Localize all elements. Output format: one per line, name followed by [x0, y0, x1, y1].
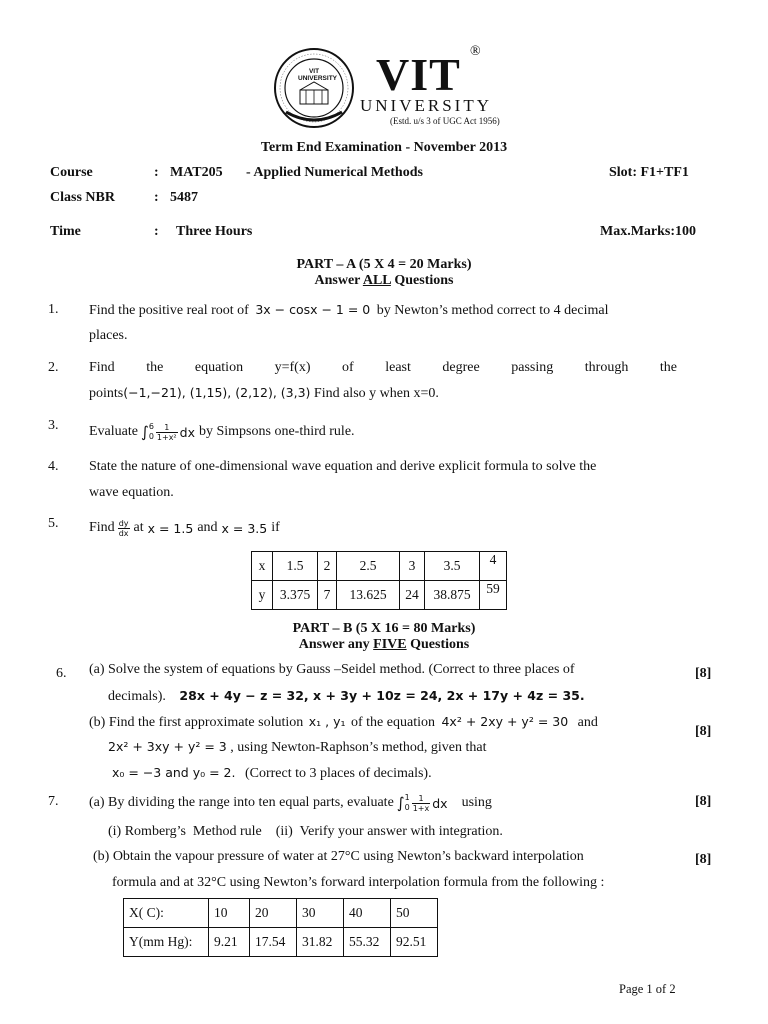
- q7a-fraction: [412, 794, 431, 813]
- q7-number: 7.: [48, 794, 59, 809]
- q2-points-label: points: [89, 386, 124, 401]
- logo-established: (Estd. u/s 3 of UGC Act 1956): [390, 116, 500, 126]
- q7a-using: using: [461, 795, 492, 810]
- q2-line2: [89, 385, 439, 402]
- course-colon: :: [154, 165, 159, 180]
- q3-number: 3.: [48, 418, 59, 433]
- time-colon: :: [154, 224, 159, 239]
- part-a-instr-post: Questions: [390, 273, 454, 288]
- q5-number: 5.: [48, 516, 59, 531]
- q3-dx: dx: [179, 424, 195, 440]
- integral-sign-icon: ∫: [140, 423, 149, 441]
- q5-if: if: [271, 520, 280, 535]
- q1-equation: 3x − cosx − 1 = 0: [255, 302, 371, 317]
- q2-word: least: [385, 360, 411, 375]
- q6a-line1: (a) Solve the system of equations by Gauss –Seidel method. (Correct to three places of: [89, 662, 575, 677]
- q6b-equation1: 4x² + 2xy + y² = 30: [441, 714, 569, 729]
- q3-numerator: 1: [156, 423, 178, 433]
- table-cell: 10: [209, 899, 250, 928]
- table-cell: y: [252, 581, 273, 610]
- table-cell: 24: [400, 581, 425, 610]
- q3-post: by Simpsons one-third rule.: [198, 424, 355, 439]
- q5-denominator: dx: [118, 528, 129, 538]
- q1-text-post: by Newton’s method correct to 4 decimal: [376, 303, 609, 318]
- table-cell: 13.625: [337, 581, 400, 610]
- table-cell: 20: [250, 899, 297, 928]
- integral-sign-icon: ∫: [396, 794, 405, 812]
- q6b-and: and: [577, 715, 598, 730]
- table-cell: Y(mm Hg):: [124, 928, 209, 957]
- exam-title: Term End Examination - November 2013: [260, 140, 508, 155]
- q3-fraction: [156, 423, 178, 442]
- logo-wordmark: VIT: [376, 49, 461, 100]
- table-cell: 2.5: [337, 552, 400, 581]
- q6-number: 6.: [56, 666, 67, 681]
- q2-word: passing: [511, 360, 554, 375]
- q2-word: degree: [442, 360, 480, 375]
- classnbr-label: Class NBR: [50, 190, 115, 205]
- table-cell: 40: [344, 899, 391, 928]
- table-cell: 9.21: [209, 928, 250, 957]
- q5-x2: x = 3.5: [221, 520, 268, 536]
- time-label: Time: [50, 224, 81, 239]
- q3-denominator: 1+x²: [156, 432, 177, 442]
- q7a-upper-limit: 1: [404, 793, 410, 802]
- table-cell: 1.5: [273, 552, 318, 581]
- table-cell: 3: [400, 552, 425, 581]
- q7b-data-table: [123, 898, 438, 957]
- q4-number: 4.: [48, 459, 59, 474]
- q7a-limits: [405, 793, 410, 813]
- q6b-line1: [89, 714, 598, 731]
- q6a-decimals: decimals).: [108, 689, 166, 704]
- q5-line: [89, 514, 280, 542]
- university-logo: [272, 46, 502, 130]
- q5-pre: Find: [89, 520, 115, 535]
- q2-word: equation: [194, 360, 244, 375]
- q7a-marks: [8]: [695, 794, 712, 809]
- q2-word: through: [584, 360, 629, 375]
- q2-line1: [89, 360, 677, 376]
- university-seal-icon: [272, 46, 356, 130]
- table-cell: 31.82: [297, 928, 344, 957]
- q7b-marks: [8]: [695, 852, 712, 867]
- part-b-instr-pre: Answer any: [298, 637, 374, 652]
- table-cell: 17.54: [250, 928, 297, 957]
- q6a-line2: [108, 688, 585, 705]
- logo-university: UNIVERSITY: [360, 96, 492, 115]
- q2-line2-post: Find also y when x=0.: [313, 386, 439, 401]
- q7a-line2: (i) Romberg’s Method rule (ii) Verify your answer with integration.: [108, 824, 503, 839]
- q1-line2: places.: [89, 328, 128, 343]
- table-cell: 3.375: [273, 581, 318, 610]
- q5-and: and: [197, 520, 218, 535]
- q5-x1: x = 1.5: [147, 520, 194, 536]
- course-label: Course: [50, 165, 93, 180]
- q7a-pre: (a) By dividing the range into ten equal parts, evaluate: [89, 795, 394, 810]
- time-value: Three Hours: [176, 224, 253, 239]
- q4-line2: wave equation.: [89, 485, 174, 500]
- q2-word: the: [659, 360, 677, 375]
- q6a-equations: 28x + 4y − z = 32, x + 3y + 10z = 24, 2x + 17y + 4z = 35.: [179, 688, 585, 703]
- classnbr-value: 5487: [170, 190, 198, 205]
- seal-inner-text: VIT UNIVERSITY: [298, 68, 338, 82]
- part-a-instr-pre: Answer: [314, 273, 363, 288]
- q3-lower-limit: 0: [148, 432, 154, 441]
- page-number: Page 1 of 2: [619, 982, 676, 996]
- q3-line: [89, 418, 355, 446]
- q2-points: (−1,−21), (1,15), (2,12), (3,3): [123, 385, 311, 400]
- table-cell: 92.51: [391, 928, 438, 957]
- q2-word: of: [342, 360, 354, 375]
- slot: Slot: F1+TF1: [609, 165, 689, 180]
- q3-limits: [149, 422, 154, 442]
- part-a-title: PART – A (5 X 4 = 20 Marks): [296, 257, 472, 272]
- q6a-marks: [8]: [695, 666, 712, 681]
- q7b-line2: formula and at 32°C using Newton’s forward interpolation formula from the following :: [112, 875, 605, 890]
- q7a-line1: [89, 789, 492, 817]
- part-a-instr-em: ALL: [362, 273, 391, 288]
- q3-upper-limit: 6: [148, 422, 154, 431]
- part-b-instr-post: Questions: [406, 637, 470, 652]
- q7a-dx: dx: [432, 795, 448, 811]
- table-cell: 4: [480, 552, 507, 581]
- q5-numerator: dy: [118, 518, 129, 528]
- registered-mark: ®: [470, 44, 481, 59]
- q5-derivative: [118, 519, 130, 538]
- q6b-line3: [112, 765, 432, 782]
- course-code: MAT205: [170, 165, 223, 180]
- table-cell: x: [252, 552, 273, 581]
- q1-text-pre: Find the positive real root of: [89, 303, 249, 318]
- q5-data-table: [251, 551, 507, 610]
- table-cell: X( C):: [124, 899, 209, 928]
- table-cell: 50: [391, 899, 438, 928]
- q7a-denominator: 1+x: [412, 803, 430, 813]
- table-cell: 59: [480, 581, 507, 610]
- max-marks: Max.Marks:100: [600, 224, 697, 239]
- classnbr-colon: :: [154, 190, 159, 205]
- table-cell: 55.32: [344, 928, 391, 957]
- table-cell: 3.5: [425, 552, 480, 581]
- part-b-title: PART – B (5 X 16 = 80 Marks): [292, 621, 476, 636]
- q2-number: 2.: [48, 360, 59, 375]
- table-cell: 30: [297, 899, 344, 928]
- q6b-initial-values: x₀ = −3 and y₀ = 2.: [112, 765, 236, 780]
- q6b-pre: (b) Find the first approximate solution: [89, 715, 304, 730]
- table-row: [252, 552, 507, 581]
- part-a-instructions: [0, 273, 768, 289]
- q4-line1: State the nature of one-dimensional wave equation and derive explicit formula to solve the: [89, 459, 597, 474]
- table-cell: 7: [318, 581, 337, 610]
- q5-at: at: [133, 520, 144, 535]
- table-row: [124, 899, 438, 928]
- q6b-line2: [108, 739, 487, 756]
- q3-pre: Evaluate: [89, 424, 138, 439]
- q6b-line3-post: (Correct to 3 places of decimals).: [244, 766, 432, 781]
- q6b-mid: of the equation: [351, 715, 435, 730]
- table-row: [124, 928, 438, 957]
- q2-word: the: [146, 360, 164, 375]
- table-row: [252, 581, 507, 610]
- q7b-line1: (b) Obtain the vapour pressure of water at 27°C using Newton’s backward interpolation: [93, 849, 584, 864]
- part-b-instructions: [0, 637, 768, 653]
- q1-number: 1.: [48, 302, 59, 317]
- q6b-marks: [8]: [695, 724, 712, 739]
- table-cell: 38.875: [425, 581, 480, 610]
- q7a-numerator: 1: [412, 794, 431, 804]
- q2-word: Find: [89, 360, 115, 375]
- part-b-instr-em: FIVE: [373, 637, 407, 652]
- q1-line1: [89, 302, 608, 319]
- q7a-lower-limit: 0: [404, 803, 410, 812]
- table-cell: 2: [318, 552, 337, 581]
- q6b-line2-post: , using Newton-Raphson’s method, given that: [230, 740, 487, 755]
- q6b-unknowns: x₁ , y₁: [308, 714, 346, 729]
- q2-word: y=f(x): [274, 360, 311, 375]
- course-name: - Applied Numerical Methods: [246, 165, 423, 180]
- q6b-equation2: 2x² + 3xy + y² = 3: [108, 739, 227, 754]
